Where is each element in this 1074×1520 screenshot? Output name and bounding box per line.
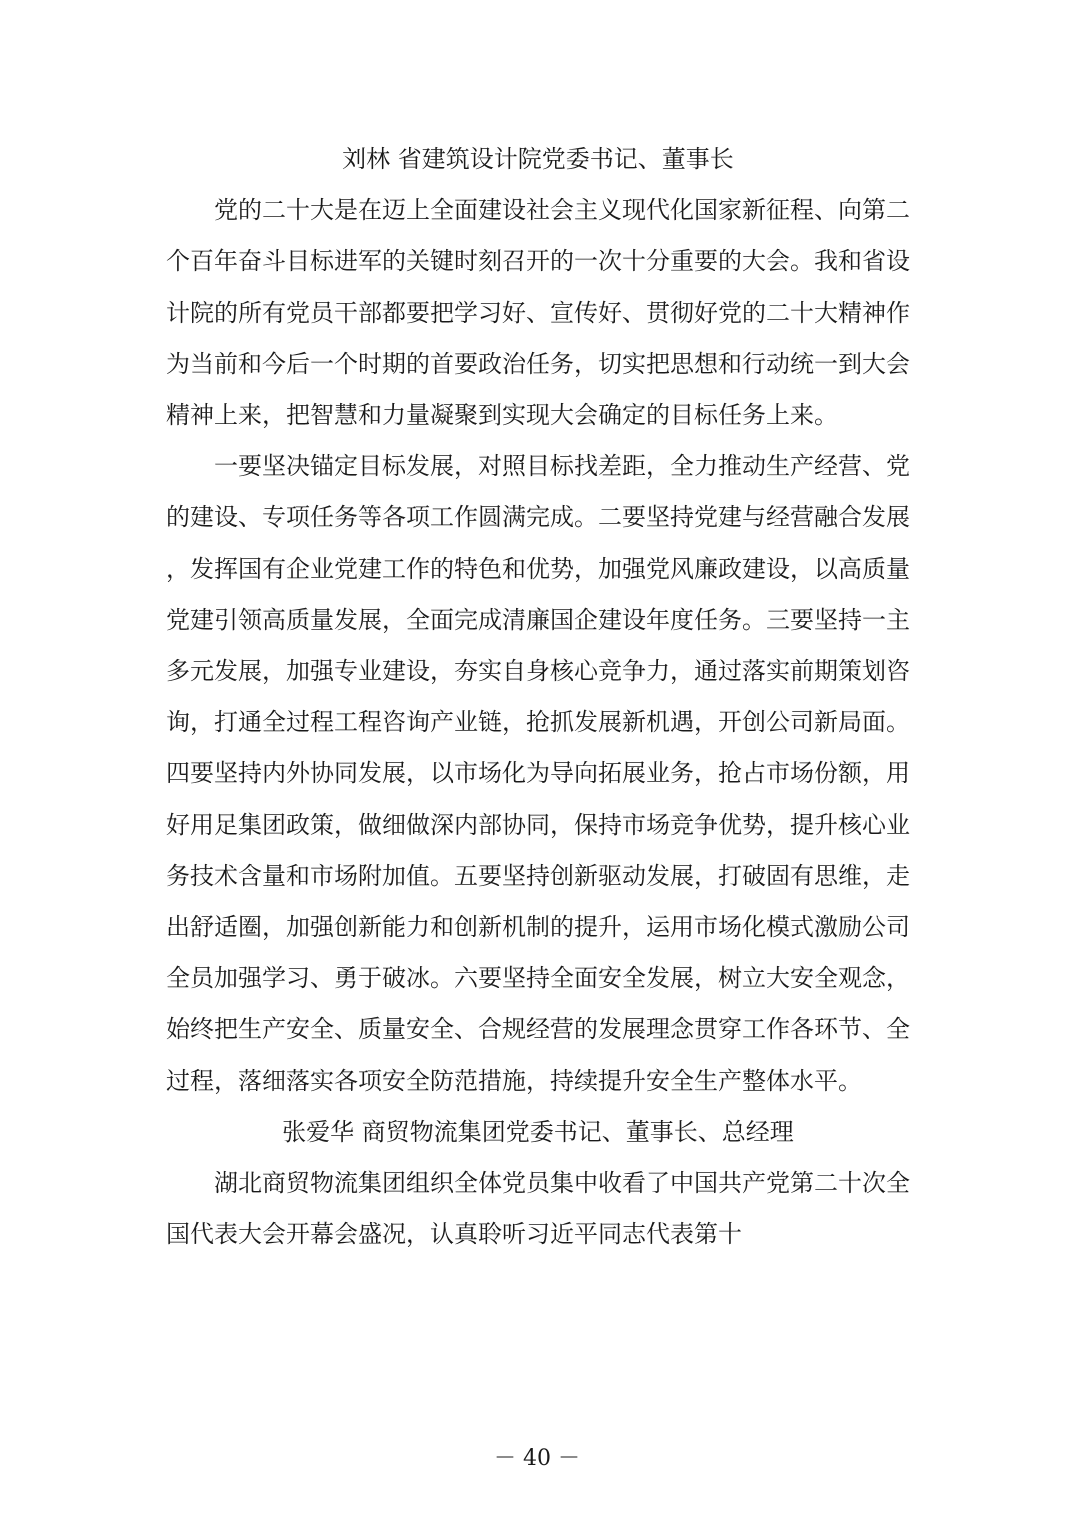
section-heading-zhang-aihua: 张爱华 商贸物流集团党委书记、董事长、总经理 — [282, 1117, 794, 1146]
document-page — [166, 134, 910, 1260]
paragraph-zhang-aihua-1: 湖北商贸物流集团组织全体党员集中收看了中国共产党第二十次全国代表大会开幕会盛况，认真聆听习近平同志代表第十 — [166, 1169, 910, 1249]
paragraph-liu-lin-1: 党的二十大是在迈上全面建设社会主义现代化国家新征程、向第二个百年奋斗目标进军的关键时刻召开的一次十分重要的大会。我和省设计院的所有党员干部都要把学习好、宣传好、贯彻好党的二十大精神作为当前和今后一个时期的首要政治任务，切实把思想和行动统一到大会精神上来，把智慧和力量凝聚到实现大会确定的目标任务上来。 — [166, 196, 910, 429]
paragraph-liu-lin-2: 一要坚决锚定目标发展，对照目标找差距，全力推动生产经营、党的建设、专项任务等各项工作圆满完成。二要坚持党建与经营融合发展，发挥国有企业党建工作的特色和优势，加强党风廉政建设，以高质量党建引领高质量发展，全面完成清廉国企建设年度任务。三要坚持一主多元发展，加强专业建设，夯实自身核心竞争力，通过落实前期策划咨询，打通全过程工程咨询产业链，抢抓发展新机遇，开创公司新局面。四要坚持内外协同发展，以市场化为导向拓展业务，抢占市场份额，用好用足集团政策，做细做深内部协同，保持市场竞争优势，提升核心业务技术含量和市场附加值。五要坚持创新驱动发展，打破固有思维，走出舒适圈，加强创新能力和创新机制的提升，运用市场化模式激励公司全员加强学习、勇于破冰。六要坚持全面安全发展，树立大安全观念，始终把生产安全、质量安全、合规经营的发展理念贯穿工作各环节、全过程，落细落实各项安全防范措施，持续提升安全生产整体水平。 — [166, 452, 910, 1095]
section-heading-liu-lin: 刘林 省建筑设计院党委书记、董事长 — [342, 145, 734, 173]
page-number: － 40 － — [494, 1446, 580, 1471]
